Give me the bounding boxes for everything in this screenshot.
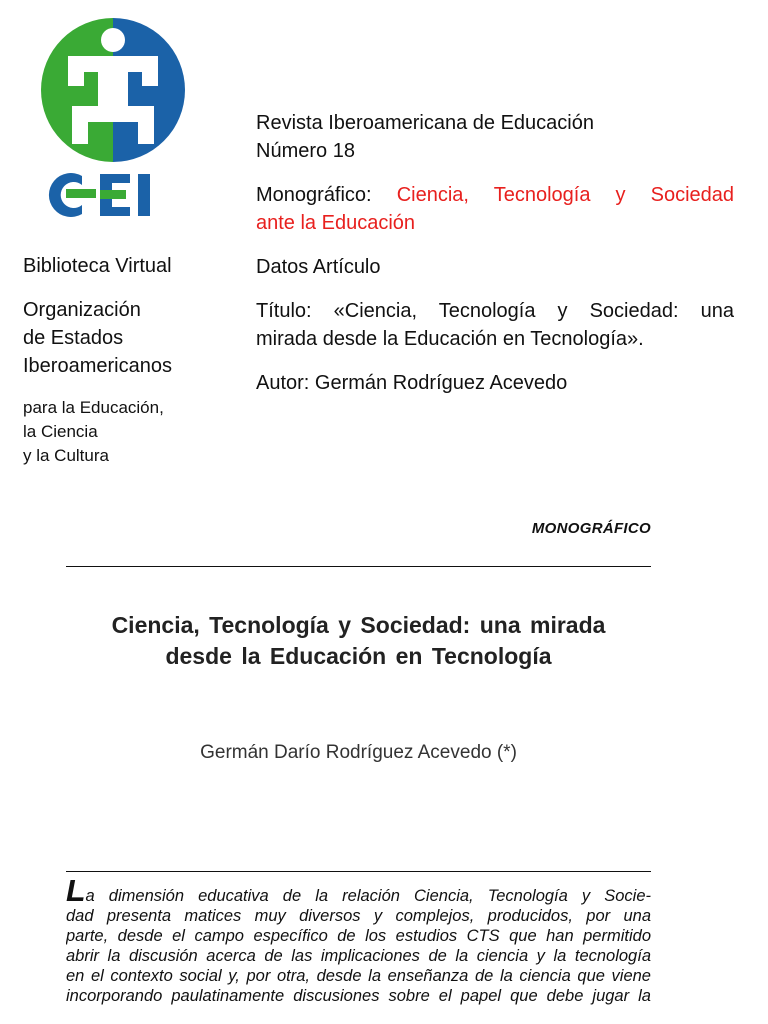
- organization-mission: [23, 396, 238, 468]
- library-label: Biblioteca Virtual: [23, 255, 172, 277]
- title-line: Título: «Ciencia, Tecnología y Sociedad: una: [256, 300, 734, 322]
- organization-name: [23, 296, 238, 380]
- abstract-line: incorporando paulatinamente discusiones sobre el papel que debe jugar la: [66, 987, 651, 1005]
- drop-cap: L: [66, 880, 86, 906]
- mission-line: para la Educación,: [23, 398, 164, 417]
- monograph-info: [256, 181, 734, 237]
- abstract-text: a dimensión educativa de la relación Ciencia, Tecnología y Socie-: [85, 887, 651, 905]
- issue-number: Número 18: [256, 140, 355, 162]
- monograph-title-cont: ante la Educación: [256, 212, 416, 234]
- abstract-line: dad presenta matices muy diversos y complejos, producidos, por una: [66, 907, 651, 925]
- article-metadata: [256, 109, 734, 413]
- org-line: Organización: [23, 299, 141, 321]
- abstract-line: [66, 880, 651, 906]
- article-data-label: Datos Artículo: [256, 256, 381, 278]
- org-line: de Estados: [23, 327, 124, 349]
- mission-line: y la Cultura: [23, 446, 109, 465]
- journal-info: [256, 109, 734, 165]
- abstract: [66, 880, 651, 1006]
- monograph-title: Ciencia, Tecnología y Sociedad: [396, 184, 735, 206]
- article-title: [66, 610, 651, 672]
- abstract-line: parte, desde el campo específico de los estudios CTS que han permitido: [66, 927, 651, 945]
- abstract-line: en el contexto social y, por otra, desde la enseñanza de la ciencia que viene: [66, 967, 651, 985]
- mission-line: la Ciencia: [23, 422, 98, 441]
- article-title-line: desde la Educación en Tecnología: [165, 643, 552, 669]
- title-info: [256, 297, 734, 353]
- divider: [66, 566, 651, 567]
- article-title-line: Ciencia, Tecnología y Sociedad: una mirada: [111, 612, 606, 638]
- section-label: MONOGRÁFICO: [531, 520, 651, 537]
- sidebar: [23, 252, 238, 468]
- divider: [66, 871, 651, 872]
- org-line: Iberoamericanos: [23, 355, 172, 377]
- journal-name: Revista Iberoamericana de Educación: [256, 112, 594, 134]
- article-author: Germán Darío Rodríguez Acevedo (*): [200, 742, 517, 763]
- title-line: mirada desde la Educación en Tecnología».: [256, 328, 644, 350]
- monograph-label: Monográfico:: [256, 184, 372, 206]
- author-info: Autor: Germán Rodríguez Acevedo: [256, 372, 568, 394]
- oei-logo: [38, 18, 188, 218]
- oei-wordmark: [49, 173, 150, 217]
- abstract-line: abrir la discusión acerca de las implicaciones de la ciencia y la tecnología: [66, 947, 651, 965]
